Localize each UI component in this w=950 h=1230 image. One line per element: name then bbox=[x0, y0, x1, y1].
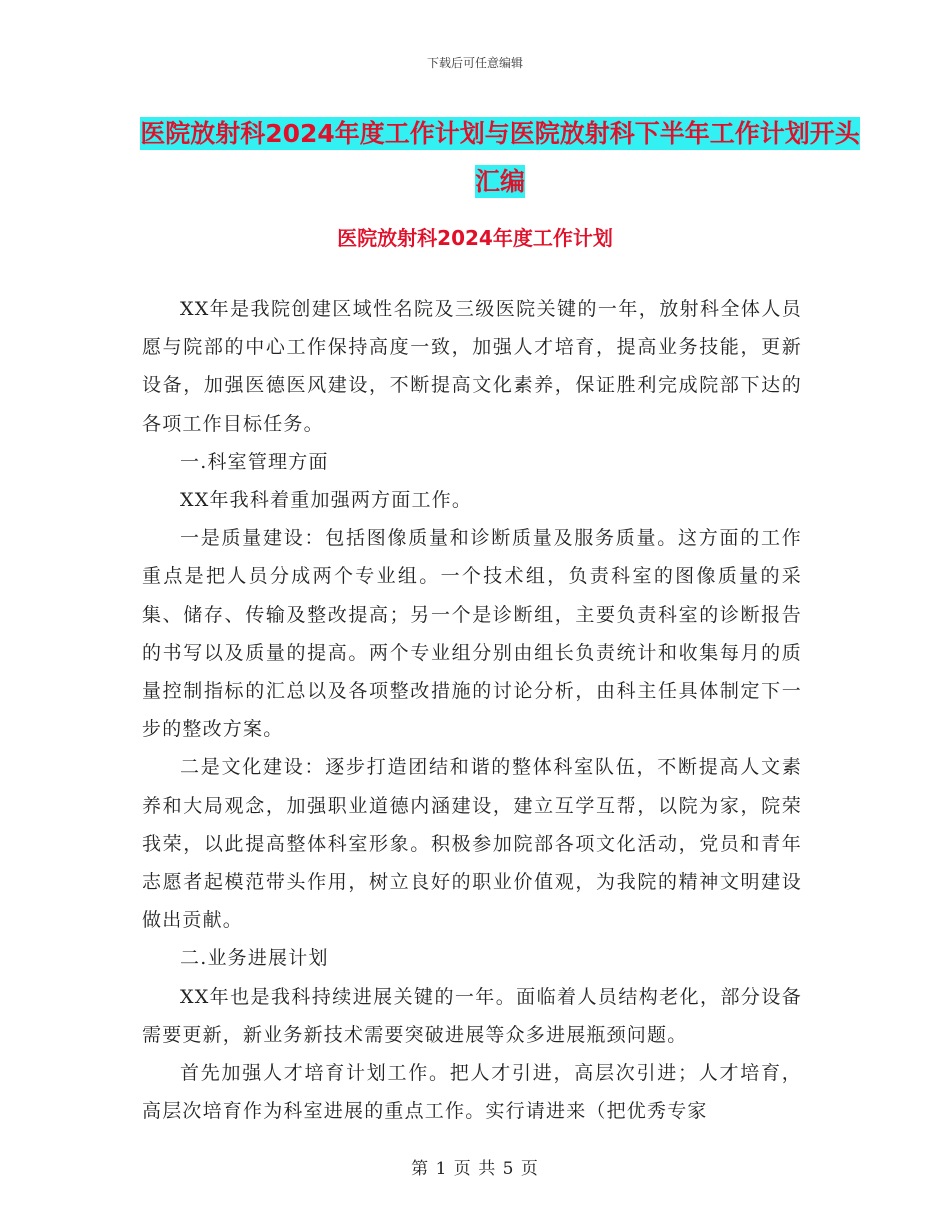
paragraph: XX年是我院创建区域性名院及三级医院关键的一年，放射科全体人员愿与院部的中心工作保持高度一致，加强人才培育，提高业务技能，更新设备，加强医德医风建设，不断提高文化素养，保证胜利完成院部下达的各项工作目标任务。 bbox=[142, 298, 802, 435]
paragraph: XX年也是我科持续进展关键的一年。面临着人员结构老化，部分设备需要更新，新业务新技术需要突破进展等众多进展瓶颈问题。 bbox=[142, 985, 802, 1046]
page-footer: 第 1 页 共 5 页 bbox=[411, 1159, 539, 1179]
paragraph: 二是文化建设：逐步打造团结和谐的整体科室队伍，不断提高人文素养和大局观念，加强职业道德内涵建设，建立互学互帮，以院为家，院荣我荣，以此提高整体科室形象。积极参加院部各项文化活动，党员和青年志愿者起模范带头作用，树立良好的职业价值观，为我院的精神文明建设做出贡献。 bbox=[142, 756, 802, 932]
document-title bbox=[140, 110, 860, 206]
paragraph: 首先加强人才培育计划工作。把人才引进，高层次引进；人才培育，高层次培育作为科室进展的重点工作。实行请进来（把优秀专家 bbox=[142, 1062, 802, 1123]
document-title-text: 医院放射科2024年度工作计划与医院放射科下半年工作计划开头汇编 bbox=[140, 119, 860, 196]
header-note: 下载后可任意编辑 bbox=[426, 56, 523, 70]
document-body bbox=[142, 290, 802, 1130]
paragraph-heading: 一.科室管理方面 bbox=[180, 450, 329, 473]
paragraph-heading: 二.业务进展计划 bbox=[180, 947, 329, 970]
section-title: 医院放射科2024年度工作计划 bbox=[337, 226, 613, 250]
paragraph: 一是质量建设：包括图像质量和诊断质量及服务质量。这方面的工作重点是把人员分成两个专业组。一个技术组，负责科室的图像质量的采集、储存、传输及整改提高；另一个是诊断组，主要负责科室的诊断报告的书写以及质量的提高。两个专业组分别由组长负责统计和收集每月的质量控制指标的汇总以及各项整改措施的讨论分析，由科主任具体制定下一步的整改方案。 bbox=[142, 527, 802, 741]
paragraph: XX年我科着重加强两方面工作。 bbox=[180, 489, 473, 512]
